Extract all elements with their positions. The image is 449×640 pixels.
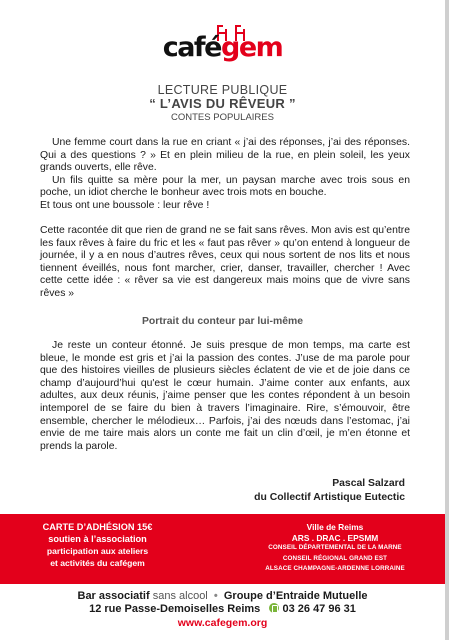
partner-city: Ville de Reims — [306, 522, 364, 532]
footer-bar: Bar associatif — [77, 590, 150, 602]
logo-part-gem: gem — [221, 32, 283, 63]
signature-name: Pascal Salzard — [332, 478, 405, 489]
portrait-paragraph — [40, 340, 410, 453]
phone-icon — [269, 603, 279, 613]
footer-website[interactable]: www.cafegem.org — [177, 617, 268, 629]
footer-sans-alcool: sans alcool — [152, 590, 208, 602]
portrait-heading: Portrait du conteur par lui-même — [141, 316, 304, 327]
membership-info — [20, 521, 175, 569]
portrait-text: Je reste un conteur étonné. Je suis presque de mon temps, ma carte est bleue, le monde est gris et j’ai la passion des contes. J’use de ma parole pour que des histoires vieilles de plusieurs siècles éclatent de vie et de joie dans ce champ d’aujourd’hui qu'est le cœur humain. J’aime conter aux enfants, aux adultes, aux deux réunis, j’aime penser que les contes répondent à un besoin intemporel de se faire du bien à travers l’imaginaire. Rire, s’émouvoir, être ensemble, chercher le mélodieux… Parfois, j’ai des nœuds dans l’estomac, j’ai envie de me taire mais alors un conte me fait un clin d’œil, je m’en étonne et prends la parole. — [40, 340, 410, 452]
footer-phone: 03 26 47 96 31 — [282, 603, 356, 615]
intro-line-1: Une femme court dans la rue en criant « j’ai des réponses, j’ai des réponses. Qui a des questions ? » Et en plein milieu de la rue, en plein soleil, les yeux grands ouverts, elle rêve. — [40, 137, 410, 174]
cafegem-logo — [0, 32, 445, 64]
footer-separator: • — [213, 590, 218, 602]
partners-info — [235, 522, 435, 575]
partner-department: CONSEIL DÉPARTEMENTAL DE LA MARNE — [268, 544, 402, 551]
partner-agencies: ARS . DRAC . EPSMM — [291, 532, 379, 543]
partner-region: CONSEIL RÉGIONAL GRAND EST — [282, 554, 388, 562]
rationale-text: Cette racontée dit que rien de grand ne se fait sans rêves. Mon avis est qu’entre les faux rêves à faire du fric et les « faut pas rêver » qu’on entend à longueur de journée, il y a en nous d’autres rêves, ceux qui nous sortent de nos lits et nous tiennent éveillés, nous font marcher, crier, danser, travailler, chercher ! Avec cette cette idée : « rêver sa vie est dangereux mais moins que de vivre sans rêves » — [40, 225, 410, 299]
intro-line-3: Et tous ont une boussole : leur rêve ! — [40, 199, 210, 211]
footer-gem: Groupe d’Entraide Mutuelle — [223, 590, 368, 602]
partner-region-area: ALSACE CHAMPAGNE-ARDENNE LORRAINE — [265, 565, 405, 572]
event-type: LECTURE PUBLIQUE — [157, 83, 288, 97]
logo-part-cafe: café — [162, 32, 221, 63]
footer-contact-line — [0, 603, 445, 615]
intro-paragraph — [40, 137, 410, 213]
membership-participation: participation aux ateliers — [46, 546, 149, 556]
intro-line-2: Un fils quitte sa mère pour la mer, un paysan marche avec trois sous en poche, un idiot cherche le bonheur avec trois mots en bouche. — [40, 174, 410, 199]
event-subtitle: CONTES POPULAIRES — [171, 112, 274, 123]
membership-activities: et activités du cafégem — [50, 558, 145, 568]
membership-card-price: CARTE D’ADHÉSION 15€ — [42, 522, 153, 532]
signature-organization: du Collectif Artistique Eutectic — [254, 492, 405, 503]
event-title: “ L’AVIS DU RÊVEUR ” — [149, 96, 296, 111]
membership-support: soutien à l’association — [48, 534, 147, 544]
footer-association-line — [0, 590, 445, 602]
footer-address: 12 rue Passe-Demoiselles Reims — [89, 603, 261, 615]
rationale-paragraph — [40, 225, 410, 301]
